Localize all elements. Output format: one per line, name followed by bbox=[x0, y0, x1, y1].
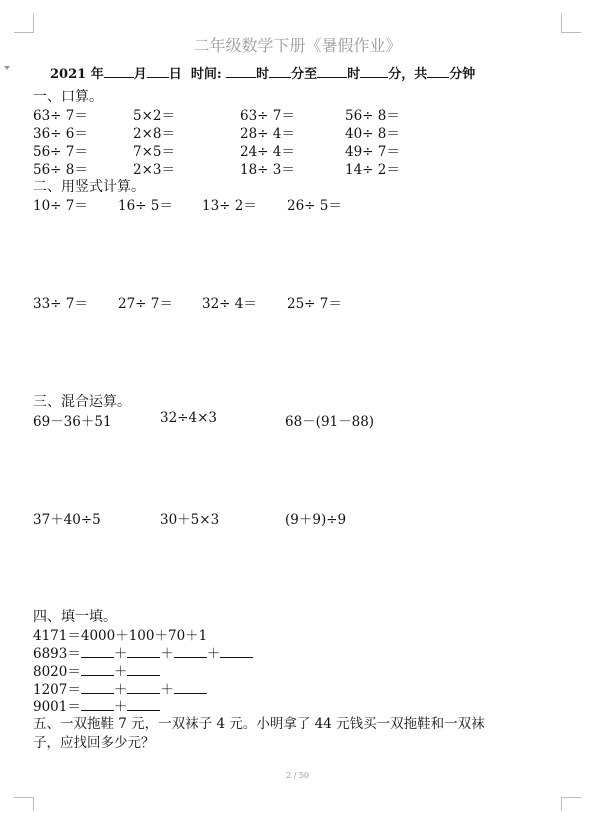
fill-lhs: 1207＝ bbox=[33, 682, 81, 698]
section3-heading: 三、混合运算。 bbox=[33, 394, 131, 410]
problem: 56÷ 8＝ bbox=[33, 162, 88, 178]
page-title: 二年级数学下册《暑假作业》 bbox=[193, 36, 402, 55]
problem: 69－36＋51 bbox=[33, 414, 112, 430]
answer-blank[interactable] bbox=[81, 681, 114, 694]
problem: 32÷4×3 bbox=[160, 410, 217, 426]
answer-blank[interactable] bbox=[127, 681, 160, 694]
answer-blank[interactable] bbox=[81, 663, 114, 676]
problem: 33÷ 7＝ bbox=[33, 296, 88, 312]
plus-sign: ＋ bbox=[206, 646, 221, 662]
problem: 18÷ 3＝ bbox=[240, 162, 295, 178]
fill-item bbox=[33, 642, 253, 662]
problem: 14÷ 2＝ bbox=[345, 162, 400, 178]
problem: 30＋5×3 bbox=[160, 512, 220, 528]
problem: 5×2＝ bbox=[133, 108, 175, 124]
problem: (9＋9)÷9 bbox=[285, 512, 347, 528]
problem: 2×8＝ bbox=[133, 126, 175, 142]
section2-heading: 二、用竖式计算。 bbox=[33, 179, 145, 195]
section1-heading: 一、口算。 bbox=[33, 89, 103, 105]
problem: 56÷ 7＝ bbox=[33, 144, 88, 160]
problem: 13÷ 2＝ bbox=[202, 198, 257, 214]
word-problem-line2: 子，应找回多少元？ bbox=[33, 735, 155, 751]
month-blank[interactable] bbox=[104, 65, 134, 78]
crop-mark bbox=[561, 14, 562, 33]
problem: 10÷ 7＝ bbox=[33, 198, 88, 214]
fill-example: 4171＝4000＋100＋70＋1 bbox=[33, 628, 208, 644]
problem: 68－(91－88) bbox=[285, 414, 375, 430]
end-minute-blank[interactable] bbox=[360, 65, 388, 78]
problem: 28÷ 4＝ bbox=[240, 126, 295, 142]
problem: 27÷ 7＝ bbox=[118, 296, 173, 312]
problem: 36÷ 6＝ bbox=[33, 126, 88, 142]
total-minutes-blank[interactable] bbox=[427, 65, 449, 78]
problem: 25÷ 7＝ bbox=[287, 296, 342, 312]
answer-blank[interactable] bbox=[220, 645, 253, 658]
fill-lhs: 9001＝ bbox=[33, 699, 81, 715]
problem: 40÷ 8＝ bbox=[345, 126, 400, 142]
answer-blank[interactable] bbox=[127, 663, 160, 676]
problem: 32÷ 4＝ bbox=[202, 296, 257, 312]
day-blank[interactable] bbox=[147, 65, 169, 78]
problem: 16÷ 5＝ bbox=[118, 198, 173, 214]
crop-mark bbox=[33, 797, 34, 811]
plus-sign: ＋ bbox=[160, 646, 174, 662]
plus-sign: ＋ bbox=[113, 646, 128, 662]
problem: 7×5＝ bbox=[133, 144, 175, 160]
crop-mark bbox=[14, 797, 34, 798]
problem: 56÷ 8＝ bbox=[345, 108, 400, 124]
problem: 63÷ 7＝ bbox=[33, 108, 88, 124]
answer-blank[interactable] bbox=[127, 698, 160, 711]
problem: 49÷ 7＝ bbox=[345, 144, 400, 160]
crop-mark bbox=[33, 14, 34, 33]
answer-blank[interactable] bbox=[81, 645, 114, 658]
answer-blank[interactable] bbox=[174, 645, 207, 658]
plus-sign: ＋ bbox=[113, 682, 128, 698]
problem: 24÷ 4＝ bbox=[240, 144, 295, 160]
crop-mark bbox=[561, 797, 562, 811]
answer-blank[interactable] bbox=[81, 698, 114, 711]
crop-mark bbox=[561, 797, 581, 798]
fill-item bbox=[33, 660, 160, 680]
fill-lhs: 6893＝ bbox=[33, 646, 81, 662]
problem: 63÷ 7＝ bbox=[240, 108, 295, 124]
problem: 2×3＝ bbox=[133, 162, 175, 178]
plus-sign: ＋ bbox=[160, 682, 174, 698]
page-number: 2 / 50 bbox=[285, 771, 310, 780]
answer-blank[interactable] bbox=[174, 681, 207, 694]
collapse-triangle-icon[interactable] bbox=[4, 66, 10, 70]
start-minute-blank[interactable] bbox=[269, 65, 291, 78]
answer-blank[interactable] bbox=[127, 645, 160, 658]
problem: 26÷ 5＝ bbox=[287, 198, 342, 214]
word-problem-line1: 五、一双拖鞋 7 元，一双袜子 4 元。小明拿了 44 元钱买一双拖鞋和一双袜 bbox=[33, 716, 485, 732]
plus-sign: ＋ bbox=[113, 699, 128, 715]
fill-lhs: 8020＝ bbox=[33, 664, 81, 680]
section4-heading: 四、填一填。 bbox=[33, 609, 117, 625]
end-hour-blank[interactable] bbox=[317, 65, 347, 78]
plus-sign: ＋ bbox=[113, 664, 128, 680]
date-time-line: 2021 年 月 日 时间: 时 分至 时 分，共 分钟 bbox=[50, 67, 476, 82]
start-hour-blank[interactable] bbox=[226, 65, 256, 78]
problem: 37＋40÷5 bbox=[33, 512, 101, 528]
